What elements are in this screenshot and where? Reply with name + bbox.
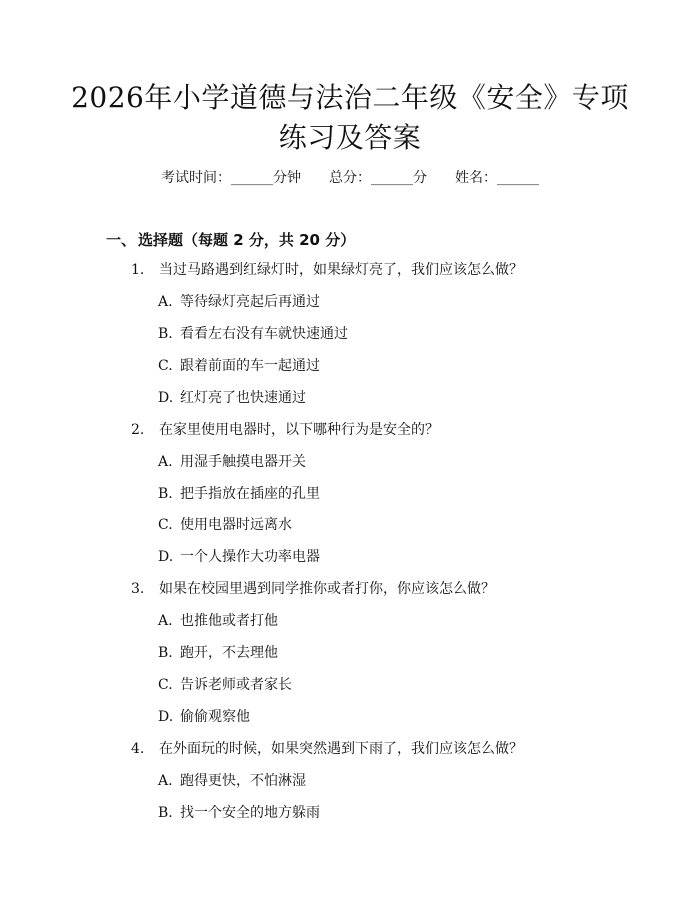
option-text: 跟着前面的车一起通过 xyxy=(180,358,320,374)
option-letter: C. xyxy=(158,358,173,374)
question-number: 4. xyxy=(131,741,145,757)
option-text: 跑得更快，不怕淋湿 xyxy=(180,773,306,789)
question-text: 如果在校园里遇到同学推你或者打你，你应该怎么做？ xyxy=(159,581,495,597)
option-item xyxy=(158,802,320,824)
section-title: 选择题（每题 2 分，共 20 分） xyxy=(138,231,356,249)
option-text: 偷偷观察他 xyxy=(180,709,250,725)
option-item xyxy=(158,642,278,664)
option-letter: C. xyxy=(158,677,173,693)
option-item xyxy=(158,387,306,409)
option-item xyxy=(158,770,306,792)
section-heading xyxy=(106,229,355,251)
option-item xyxy=(158,355,320,377)
exam-time-field: 考试时间：______分钟 xyxy=(161,170,301,186)
option-letter: A. xyxy=(158,613,173,629)
question-item xyxy=(131,419,439,441)
question-text: 在外面玩的时候，如果突然遇到下雨了，我们应该怎么做？ xyxy=(159,741,523,757)
option-letter: A. xyxy=(158,773,173,789)
question-item xyxy=(131,259,523,281)
option-text: 把手指放在插座的孔里 xyxy=(180,486,320,502)
option-item xyxy=(158,451,306,473)
option-text: 使用电器时远离水 xyxy=(180,517,292,533)
option-item xyxy=(158,706,250,728)
option-letter: D. xyxy=(158,709,174,725)
option-letter: D. xyxy=(158,390,174,406)
option-text: 跑开，不去理他 xyxy=(180,645,278,661)
option-text: 等待绿灯亮起后再通过 xyxy=(180,294,320,310)
option-letter: B. xyxy=(158,326,173,342)
question-number: 1. xyxy=(131,262,145,278)
question-item xyxy=(131,578,495,600)
option-text: 看看左右没有车就快速通过 xyxy=(180,326,348,342)
option-letter: A. xyxy=(158,294,173,310)
option-letter: D. xyxy=(158,549,174,565)
exam-info-line xyxy=(0,167,700,189)
option-letter: B. xyxy=(158,645,173,661)
option-text: 用湿手触摸电器开关 xyxy=(180,454,306,470)
option-item xyxy=(158,674,292,696)
option-letter: C. xyxy=(158,517,173,533)
document-title xyxy=(60,78,640,158)
option-text: 一个人操作大功率电器 xyxy=(180,549,320,565)
option-letter: A. xyxy=(158,454,173,470)
option-item xyxy=(158,323,348,345)
option-item xyxy=(158,546,320,568)
question-item xyxy=(131,738,523,760)
total-score-field: 总分：______分 xyxy=(329,170,427,186)
option-letter: B. xyxy=(158,805,173,821)
option-item xyxy=(158,291,320,313)
option-item xyxy=(158,610,278,632)
title-line-1: 2026年小学道德与法治二年级《安全》专项 xyxy=(71,81,629,114)
option-item xyxy=(158,483,320,505)
question-number: 2. xyxy=(131,422,145,438)
option-text: 也推他或者打他 xyxy=(180,613,278,629)
question-text: 当过马路遇到红绿灯时，如果绿灯亮了，我们应该怎么做？ xyxy=(159,262,523,278)
question-number: 3. xyxy=(131,581,145,597)
option-item xyxy=(158,514,292,536)
option-text: 找一个安全的地方躲雨 xyxy=(180,805,320,821)
question-text: 在家里使用电器时，以下哪种行为是安全的？ xyxy=(159,422,439,438)
option-letter: B. xyxy=(158,486,173,502)
section-number: 一、 xyxy=(106,231,137,249)
title-line-2: 练习及答案 xyxy=(278,121,422,154)
option-text: 告诉老师或者家长 xyxy=(180,677,292,693)
student-name-field: 姓名：______ xyxy=(455,170,539,186)
option-text: 红灯亮了也快速通过 xyxy=(180,390,306,406)
